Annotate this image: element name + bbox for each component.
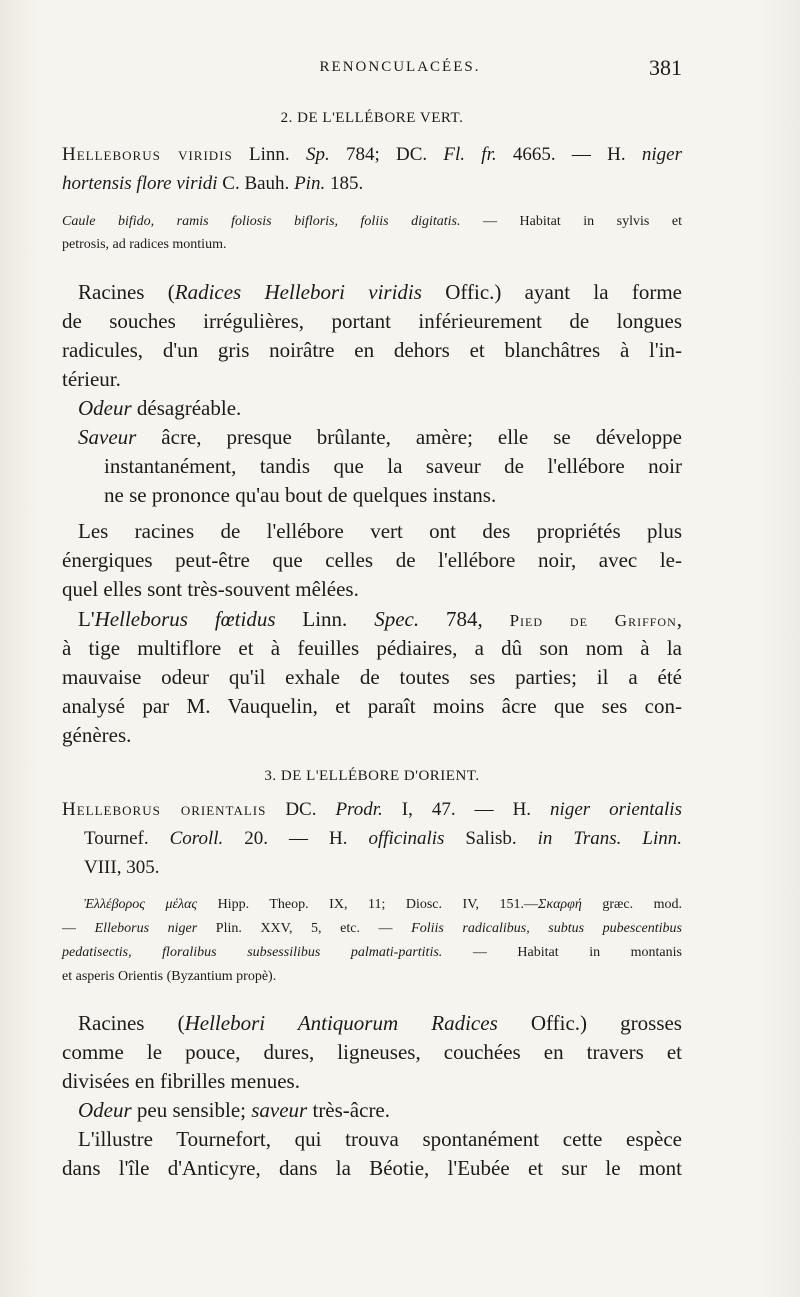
synonymy-line-1: Helleborus viridis Linn. Sp. 784; DC. Fl. fr. 4665. — H. niger	[62, 144, 683, 165]
synonymy-line-2: Tournef. Coroll. 20. — H. officinalis Salisb. in Trans. Linn.	[84, 828, 683, 849]
running-title: RENONCULACÉES.	[319, 59, 481, 75]
saveur-line: Saveur âcre, presque brûlante, amère; elle se développe	[78, 425, 682, 449]
paragraph-line: divisées en fibrilles menues.	[62, 1069, 300, 1093]
synonymy-line-2: hortensis flore viridi C. Bauh. Pin. 185.	[62, 173, 364, 194]
synonymy-line-1: Helleborus orientalis DC. Prodr. I, 47. — H. niger orientalis	[62, 799, 682, 820]
page-header	[0, 55, 800, 85]
greek-synonymy-line-2: — Elleborus niger Plin. XXV, 5, etc. — Foliis radicalibus, subtus pubescentibus	[62, 921, 682, 936]
paragraph-line: à tige multiflore et à feuilles pédiaires, a dû son nom à la	[62, 636, 682, 660]
paragraph-line: de souches irrégulières, portant inférieurement de longues	[62, 309, 682, 333]
paragraph-line: dans l'île d'Anticyre, dans la Béotie, l'Eubée et sur le mont	[62, 1156, 682, 1180]
paragraph-line: L'illustre Tournefort, qui trouva spontanément cette espèce	[78, 1127, 682, 1151]
paragraph-line: L'Helleborus fœtidus Linn. Spec. 784, Pied de Griffon,	[78, 607, 682, 631]
paragraph-line: térieur.	[62, 367, 121, 391]
odeur-line: Odeur désagréable.	[78, 396, 242, 420]
odeur-line: Odeur peu sensible; saveur très-âcre.	[78, 1098, 391, 1122]
paragraph-line: mauvaise odeur qu'il exhale de toutes ses parties; il a été	[62, 665, 682, 689]
saveur-line: ne se prononce qu'au bout de quelques instans.	[104, 483, 497, 507]
latin-description-line-2: petrosis, ad radices montium.	[62, 237, 227, 252]
synonymy-line-3: VIII, 305.	[84, 857, 160, 878]
paragraph-line: énergiques peut-être que celles de l'ellébore noir, avec le-	[62, 548, 682, 572]
saveur-line: instantanément, tandis que la saveur de l'ellébore noir	[104, 454, 682, 478]
page-number: 381	[649, 55, 682, 80]
greek-synonymy-line-1: Ἐλλέβορος μέλας Hipp. Theop. IX, 11; Diosc. IV, 151.—Σκαρφή græc. mod.	[84, 897, 682, 912]
paragraph-line: Racines (Radices Hellebori viridis Offic.) ayant la forme	[78, 280, 682, 304]
paragraph-line: quel elles sont très-souvent mêlées.	[62, 577, 359, 601]
paragraph-line: Racines (Hellebori Antiquorum Radices Offic.) grosses	[78, 1011, 682, 1035]
paragraph-line: comme le pouce, dures, ligneuses, couchées en travers et	[62, 1040, 682, 1064]
paragraph-line: génères.	[62, 723, 132, 747]
paragraph-line: analysé par M. Vauquelin, et paraît moins âcre que ses con-	[62, 694, 682, 718]
paragraph-line: Les racines de l'ellébore vert ont des propriétés plus	[78, 519, 682, 543]
latin-description-line-1: Caule bifido, ramis foliosis bifloris, foliis digitatis. — Habitat in sylvis et	[62, 214, 682, 229]
section-heading-ellebore-vert: 2. DE L'ELLÉBORE VERT.	[280, 110, 464, 126]
greek-synonymy-line-4: et asperis Orientis (Byzantium propè).	[62, 969, 277, 984]
greek-synonymy-line-3: pedatisectis, floralibus subsessilibus palmati-partitis. — Habitat in montanis	[62, 945, 682, 960]
paragraph-line: radicules, d'un gris noirâtre en dehors et blanchâtres à l'in-	[62, 338, 682, 362]
section-heading-ellebore-orient: 3. DE L'ELLÉBORE D'ORIENT.	[264, 768, 480, 784]
